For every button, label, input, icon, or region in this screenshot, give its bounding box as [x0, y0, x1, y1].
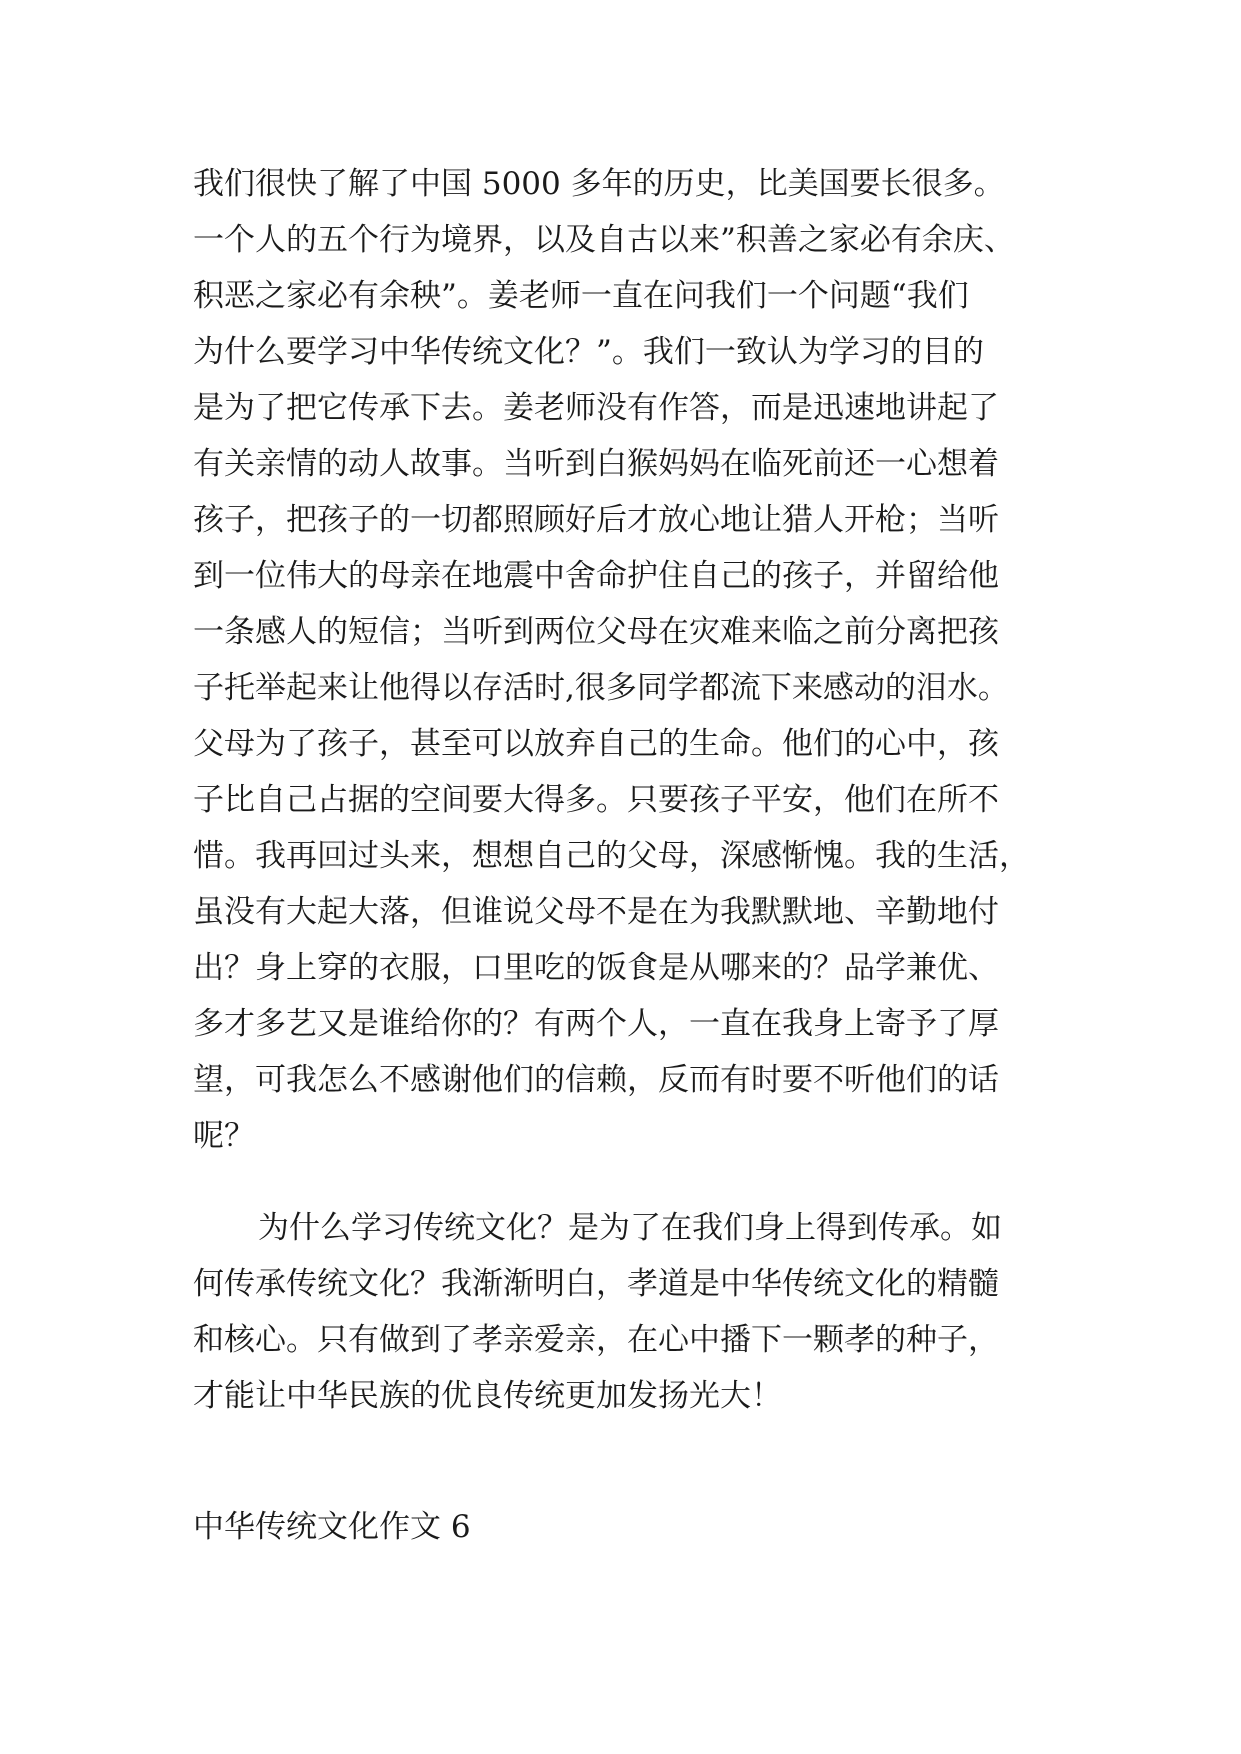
- paragraph-1-line-11: 父母为了孩子，甚至可以放弃自己的生命。他们的心中，孩: [193, 726, 999, 762]
- paragraph-1-line-8: 到一位伟大的母亲在地震中舍命护住自己的孩子，并留给他: [193, 558, 999, 594]
- paragraph-1-line-5: 是为了把它传承下去。姜老师没有作答，而是迅速地讲起了: [193, 390, 999, 426]
- paragraph-1-line-18: 呢？: [193, 1118, 255, 1154]
- paragraph-2-line-1: 为什么学习传统文化？是为了在我们身上得到传承。如: [258, 1210, 1002, 1246]
- paragraph-1-line-3: 积恶之家必有余秧”。姜老师一直在问我们一个问题“我们: [193, 278, 969, 314]
- paragraph-1-line-17: 望，可我怎么不感谢他们的信赖，反而有时要不听他们的话: [193, 1062, 999, 1098]
- paragraph-1-line-1: 我们很快了解了中国 5000 多年的历史，比美国要长很多。: [193, 166, 1005, 202]
- paragraph-1-line-12: 子比自己占据的空间要大得多。只要孩子平安，他们在所不: [193, 782, 999, 818]
- section-heading: 中华传统文化作文 6: [193, 1509, 471, 1545]
- paragraph-1-line-6: 有关亲情的动人故事。当听到白猴妈妈在临死前还一心想着: [193, 446, 999, 482]
- paragraph-1-line-13: 惜。我再回过头来，想想自己的父母，深感惭愧。我的生活，: [193, 838, 1030, 874]
- paragraph-2-line-3: 和核心。只有做到了孝亲爱亲，在心中播下一颗孝的种子，: [193, 1322, 999, 1358]
- paragraph-1-line-16: 多才多艺又是谁给你的？有两个人，一直在我身上寄予了厚: [193, 1006, 999, 1042]
- paragraph-1-line-14: 虽没有大起大落，但谁说父母不是在为我默默地、辛勤地付: [193, 894, 999, 930]
- paragraph-1-line-10: 子托举起来让他得以存活时,很多同学都流下来感动的泪水。: [193, 670, 1009, 706]
- paragraph-1-line-4: 为什么要学习中华传统文化？”。我们一致认为学习的目的: [193, 334, 984, 370]
- paragraph-1-line-15: 出？身上穿的衣服，口里吃的饭食是从哪来的？品学兼优、: [193, 950, 999, 986]
- paragraph-1-line-2: 一个人的五个行为境界，以及自古以来”积善之家必有余庆、: [193, 222, 1015, 258]
- paragraph-2-line-4: 才能让中华民族的优良传统更加发扬光大！: [193, 1378, 782, 1414]
- paragraph-2-line-2: 何传承传统文化？我渐渐明白，孝道是中华传统文化的精髓: [193, 1266, 999, 1302]
- paragraph-1-line-9: 一条感人的短信；当听到两位父母在灾难来临之前分离把孩: [193, 614, 999, 650]
- paragraph-1-line-7: 孩子，把孩子的一切都照顾好后才放心地让猎人开枪；当听: [193, 502, 999, 538]
